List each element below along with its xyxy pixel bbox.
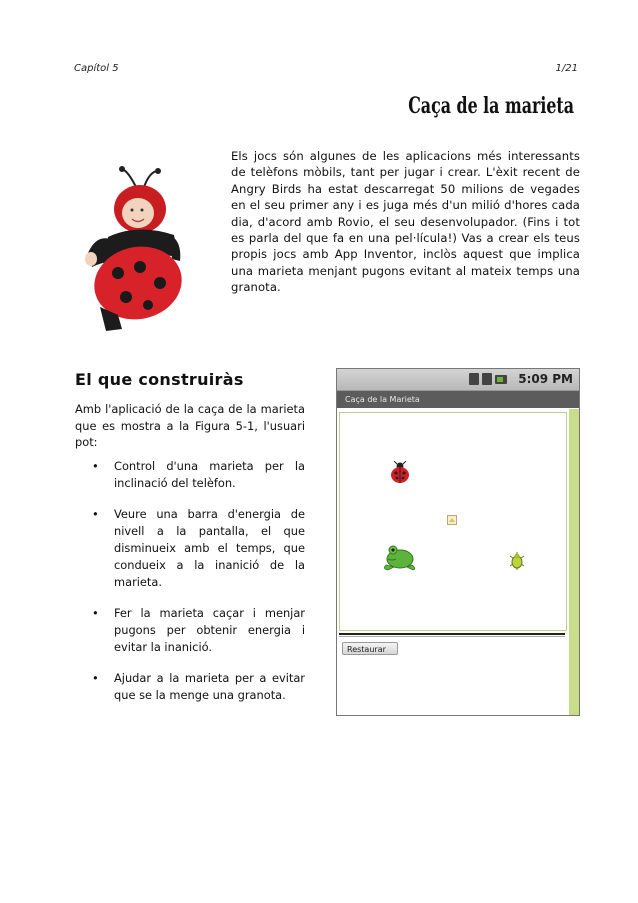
app-title-bar: Caça de la Marieta [337, 391, 579, 408]
list-item-text: Veure una barra d'energia de nivell a la pantalla, el que disminueix amb el temps, que condueix a la inanició de la marieta. [114, 507, 305, 589]
game-canvas[interactable] [339, 412, 567, 631]
bullet: • [92, 459, 99, 473]
page-number: 1/21 [555, 63, 578, 74]
page-title: Caça de la marieta [408, 93, 574, 119]
section-intro: Amb l'aplicació de la caça de la marieta que es mostra a la Figura 5-1, l'usuari pot: [75, 402, 305, 450]
energy-bar [339, 633, 565, 635]
ladybug-icon[interactable] [388, 461, 412, 485]
signal-icon [482, 373, 492, 385]
screen-edge [569, 409, 580, 716]
small-sprite-icon [447, 515, 457, 525]
intro-paragraph: Els jocs són algunes de les aplicacions més interessants de telèfons mòbils, tant per jugar i crear. L'èxit recent de Angry Birds ha estat descarregat 50 milions de vegades en el seu primer any i es juga més d'un milió d'hores cada dia, d'acord amb Rovio, el seu desenvolupador. (Fins i tot es parla del que fa en una pel·lícula!) Vas a crear els teus propis jocs amb App Inventor, inclòs aquest que implica una marieta menjant pugons evitant al mateix temps una granota. [231, 149, 580, 295]
network-icon [469, 373, 479, 385]
list-item-text: Ajudar a la marieta per a evitar que se la menge una granota. [114, 671, 305, 702]
list-item-text: Fer la marieta caçar i menjar pugons per obtenir energia i evitar la inanició. [114, 606, 305, 654]
section-heading: El que construiràs [75, 370, 244, 389]
bullet: • [92, 671, 99, 685]
game-area [337, 409, 580, 716]
aphid-icon[interactable] [506, 550, 528, 572]
reset-button[interactable]: Restaurar [342, 642, 398, 655]
status-time: 5:09 PM [518, 372, 573, 386]
status-icons [469, 373, 507, 385]
battery-icon [495, 375, 507, 384]
list-item [75, 605, 305, 656]
list-item-text: Control d'una marieta per la inclinació del telèfon. [114, 459, 305, 490]
frog-icon[interactable] [382, 543, 418, 571]
ladybug-costume-photo [78, 165, 188, 335]
list-item [75, 458, 305, 492]
list-item [75, 670, 305, 704]
bullet: • [92, 606, 99, 620]
divider [339, 636, 565, 637]
list-item [75, 506, 305, 591]
phone-screenshot [336, 368, 580, 716]
status-bar [337, 369, 579, 391]
feature-list [75, 458, 305, 718]
chapter-label: Capítol 5 [74, 63, 119, 74]
bullet: • [92, 507, 99, 521]
